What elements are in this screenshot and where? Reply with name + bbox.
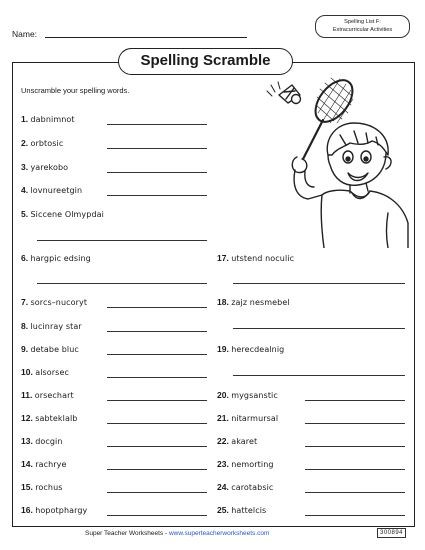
scrambled-word: orsechart — [34, 391, 74, 400]
list-item — [21, 162, 68, 172]
item-number: 19. — [217, 344, 229, 354]
answer-line[interactable] — [107, 515, 207, 516]
name-write-line — [45, 37, 247, 38]
item-number: 13. — [21, 436, 33, 446]
scrambled-word: lovnureetgin — [30, 186, 83, 195]
list-item — [21, 459, 67, 469]
answer-line[interactable] — [233, 283, 405, 284]
scrambled-word: herecdealnig — [231, 345, 285, 354]
instructions: Unscramble your spelling words. — [21, 86, 130, 95]
item-number: 21. — [217, 413, 229, 423]
answer-line[interactable] — [107, 195, 207, 196]
list-item — [21, 138, 63, 148]
item-number: 16. — [21, 505, 33, 515]
item-number: 2. — [21, 138, 29, 148]
scrambled-word: hargpic edsing — [30, 254, 91, 263]
answer-line[interactable] — [107, 423, 207, 424]
item-number: 24. — [217, 482, 229, 492]
scrambled-word: rachrye — [35, 460, 67, 469]
answer-line[interactable] — [305, 446, 405, 447]
scrambled-word: docgin — [35, 437, 63, 446]
scrambled-word: akaret — [231, 437, 258, 446]
answer-line[interactable] — [107, 354, 207, 355]
footer-brand: Super Teacher Worksheets — [85, 530, 164, 537]
scrambled-word: nemorting — [231, 460, 274, 469]
list-item — [217, 390, 278, 400]
page-title: Spelling Scramble — [118, 48, 293, 75]
item-number: 9. — [21, 344, 29, 354]
item-number: 7. — [21, 297, 29, 307]
footer-credit — [85, 530, 269, 537]
scrambled-word: mygsanstic — [231, 391, 278, 400]
list-item — [21, 505, 87, 515]
item-number: 5. — [21, 209, 29, 219]
item-number: 8. — [21, 321, 29, 331]
answer-line[interactable] — [107, 148, 207, 149]
list-item — [21, 185, 82, 195]
item-number: 6. — [21, 253, 29, 263]
list-item — [21, 413, 77, 423]
item-number: 25. — [217, 505, 229, 515]
scrambled-word: sorcs–nucoryt — [30, 298, 88, 307]
list-item — [21, 390, 74, 400]
answer-line[interactable] — [305, 515, 405, 516]
item-number: 14. — [21, 459, 33, 469]
footer-separator: - — [163, 530, 169, 537]
list-item — [21, 253, 91, 263]
scrambled-word: sabteklalb — [35, 414, 78, 423]
scrambled-word: nitarmursal — [231, 414, 279, 423]
item-number: 3. — [21, 162, 29, 172]
list-item — [21, 344, 79, 354]
item-number: 20. — [217, 390, 229, 400]
list-item — [217, 436, 257, 446]
scrambled-word: carotabsic — [231, 483, 274, 492]
scrambled-word: orbtosic — [30, 139, 64, 148]
answer-line[interactable] — [107, 377, 207, 378]
item-number: 4. — [21, 185, 29, 195]
answer-line[interactable] — [37, 283, 207, 284]
item-number: 23. — [217, 459, 229, 469]
answer-line[interactable] — [107, 172, 207, 173]
list-item — [217, 413, 278, 423]
answer-line[interactable] — [37, 240, 207, 241]
answer-line[interactable] — [305, 492, 405, 493]
list-topic: Extracurricular Activities — [332, 26, 393, 33]
item-number: 15. — [21, 482, 33, 492]
answer-line[interactable] — [107, 331, 207, 332]
scrambled-word: hopotphargy — [35, 506, 88, 515]
badminton-boy-illustration — [262, 73, 412, 248]
list-item — [21, 482, 63, 492]
scrambled-word: Siccene Olmypdai — [30, 210, 104, 219]
item-number: 22. — [217, 436, 229, 446]
answer-line[interactable] — [305, 469, 405, 470]
item-number: 11. — [21, 390, 33, 400]
list-item — [217, 344, 284, 354]
answer-line[interactable] — [107, 400, 207, 401]
list-item — [21, 367, 69, 377]
list-title: Spelling List F: — [344, 19, 381, 25]
list-item — [217, 505, 266, 515]
list-item — [21, 321, 82, 331]
list-item — [21, 297, 87, 307]
scrambled-word: zajz nesmebel — [231, 298, 290, 307]
scrambled-word: dabnimnot — [30, 115, 75, 124]
scrambled-word: lucinray star — [30, 322, 82, 331]
name-label: Name: — [12, 29, 38, 39]
list-item — [217, 459, 274, 469]
list-item — [217, 482, 273, 492]
answer-line[interactable] — [305, 400, 405, 401]
answer-line[interactable] — [233, 328, 405, 329]
scrambled-word: rochus — [35, 483, 63, 492]
item-number: 12. — [21, 413, 33, 423]
scrambled-word: alsorsec — [35, 368, 69, 377]
footer-url-link[interactable]: www.superteacherworksheets.com — [168, 530, 270, 537]
answer-line[interactable] — [107, 446, 207, 447]
item-number: 1. — [21, 114, 29, 124]
answer-line[interactable] — [233, 375, 405, 376]
list-item — [217, 253, 294, 263]
list-item — [21, 114, 75, 124]
scrambled-word: hattelcis — [231, 506, 267, 515]
list-item — [21, 436, 63, 446]
answer-line[interactable] — [107, 492, 207, 493]
list-item — [217, 297, 290, 307]
worksheet-code: 300894 — [377, 528, 406, 538]
answer-line[interactable] — [107, 469, 207, 470]
answer-line[interactable] — [107, 307, 207, 308]
spelling-list-badge — [315, 15, 410, 38]
scrambled-word: utstend noculic — [231, 254, 295, 263]
answer-line[interactable] — [107, 124, 207, 125]
item-number: 18. — [217, 297, 229, 307]
item-number: 10. — [21, 367, 33, 377]
list-item — [21, 209, 104, 219]
scrambled-word: yarekobo — [30, 163, 69, 172]
answer-line[interactable] — [305, 423, 405, 424]
scrambled-word: detabe bluc — [30, 345, 79, 354]
item-number: 17. — [217, 253, 229, 263]
